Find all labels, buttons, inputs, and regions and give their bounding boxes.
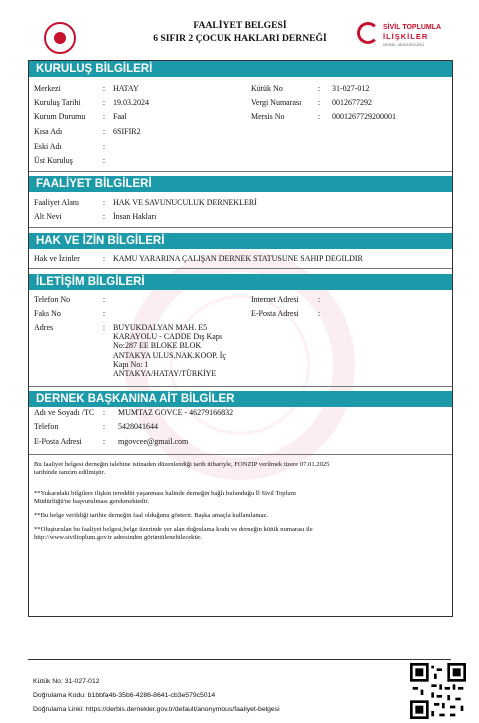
note-verification: **Oluşturulan bu faaliyet belgesi,belge üzerinde yer alan doğrulama kodu ve derneğin kütük numarası ile http://www.siviltoplum.gov.tr adresinden görüntülenebilecektir.: [34, 526, 313, 541]
footer-kutuk: Kütük No: 31-027-012: [33, 678, 100, 685]
ministry-seal-icon: [44, 22, 76, 54]
faaliyet-alani-value: HAK VE SAVUNUCULUK DERNEKLERİ: [113, 198, 257, 207]
section-kurulus-header: KURULUŞ BİLGİLERİ: [29, 61, 452, 77]
baskan-name-value: MUMTAZ GOVCE - 46279166832: [118, 408, 234, 417]
document-page: FAALİYET BELGESİ 6 SIFIR 2 ÇOCUK HAKLARI DERNEĞİ SİVİL TOPLUMLA İLİŞKİLER GENEL MÜDÜRLÜĞÜ KURULUŞ BİLGİLERİ Merkezi : HATAY Kuruluş Tarihi : 19.03.2024 Kurum Durumu : Faal Kısa Adı : 6SIFIR2 Eski Adı : Üst Kuruluş : Kütük No : 31-027-012 Vergi Numarası : 0012677292 Mersis No : 0001267729200001 FAALİYET BİLGİLERİ Faaliyet Alanı : HAK VE SAVUNUCULUK DERNEKLERİ Alt Nevi : İnsan Hakları HAK VE İZİN BİLGİLERİ Hak ve İzinler : KAMU YARARINA ÇALIŞAN DERNEK STATUSUNE SAHIP DEGILDIR İLETİŞİM BİLGİLERİ Telefon No : Faks No : Adres : BUYUKDALYAN MAH. E5 KARAYOLU - CADDE Dış Kapı No:287 EE BLOKE BLOK ANTAKYA ULUS.NAK.KOOP. İç Kapı No: 1 ANTAKYA/HATAY/TÜRKİYE Internet Adresi : E-Posta Adresi : DERNEK BAŞKANINA AİT BİLGİLER Adı ve Soyadı /TC : MUMTAZ GOVCE - 46279166832 Telefon : 5428041644 E-Posta Adresi : mgovcee@gmail.com Bu faaliyet belgesi derneğin talebine istinaden düzenlendiği tarih itibariyle, FONZIP verilmek üzere 07.01.2025 tarihinde tanzim edilmiştir. **Yukarıdaki bilgilere ilişkin tereddüt yaşanması halinde derneğin bağlı bulunduğu İl Sivil Toplum Müdürlüğü'ne başvurulması gerekmektedir. **Bu belge verildiği tarihte derneğin faal olduğunu gösterir. Başka amaçla kullanılamaz. **Oluşturulan bu faaliyet belgesi,belge üzerinde yer alan doğrulama kodu ve derneğin kütük numarası ile http://www.siviltoplum.gov.tr adresinden görüntülenebilecektir. Kütük No: 31-027-012 Doğrulama Kodu: b1bbfa4b-35b6-4286-8641-cb3e579c5014 Doğrulama Linki: https://derbis.dernekler.gov.tr/default/anonymous/faaliyet-belgesi: [0, 0, 479, 723]
baskan-phone-value: 5428041644: [118, 422, 158, 431]
note-inquiry: **Yukarıdaki bilgilere ilişkin tereddüt yaşanması halinde derneğin bağlı bulunduğu İl Sivil Toplum Müdürlüğü'ne başvurulması gerekmektedir.: [34, 490, 296, 505]
section-baskan-header: DERNEK BAŞKANINA AİT BİLGİLER: [29, 391, 452, 407]
section-hak-header: HAK VE İZİN BİLGİLERİ: [29, 233, 452, 249]
logo-ring-icon: [357, 22, 379, 44]
adres-block: BUYUKDALYAN MAH. E5 KARAYOLU - CADDE Dış Kapı No:287 EE BLOKE BLOK ANTAKYA ULUS.NAK.KOOP. İç Kapı No: 1 ANTAKYA/HATAY/TÜRKİYE: [113, 323, 226, 379]
hak-izin-value: KAMU YARARINA ÇALIŞAN DERNEK STATUSUNE SAHIP DEGILDIR: [113, 254, 363, 263]
document-title: FAALİYET BELGESİ: [193, 20, 287, 31]
section-iletisim-header: İLETİŞİM BİLGİLERİ: [29, 274, 452, 290]
section-faaliyet-header: FAALİYET BİLGİLERİ: [29, 176, 452, 192]
baskan-email-value: mgovcee@gmail.com: [118, 437, 189, 446]
stil-logo: SİVİL TOPLUMLA İLİŞKİLER GENEL MÜDÜRLÜĞÜ: [357, 14, 447, 54]
association-name: 6 SIFIR 2 ÇOCUK HAKLARI DERNEĞİ: [153, 33, 327, 44]
note-issue: Bu faaliyet belgesi derneğin talebine istinaden düzenlendiği tarih itibariyle, FONZIP verilmek üzere 07.01.2025 tarihinde tanzim edilmiştir.: [34, 461, 330, 476]
footer-verification-link[interactable]: Doğrulama Linki: https://derbis.dernekler.gov.tr/default/anonymous/faaliyet-belgesi: [33, 706, 280, 713]
note-validity: **Bu belge verildiği tarihte derneğin faal olduğunu gösterir. Başka amaçla kullanılamaz.: [34, 512, 269, 519]
qr-code-icon: [410, 663, 466, 719]
alt-nevi-value: İnsan Hakları: [113, 212, 157, 221]
footer-verification-code: Doğrulama Kodu: b1bbfa4b-35b6-4286-8641-cb3e579c5014: [33, 692, 216, 699]
